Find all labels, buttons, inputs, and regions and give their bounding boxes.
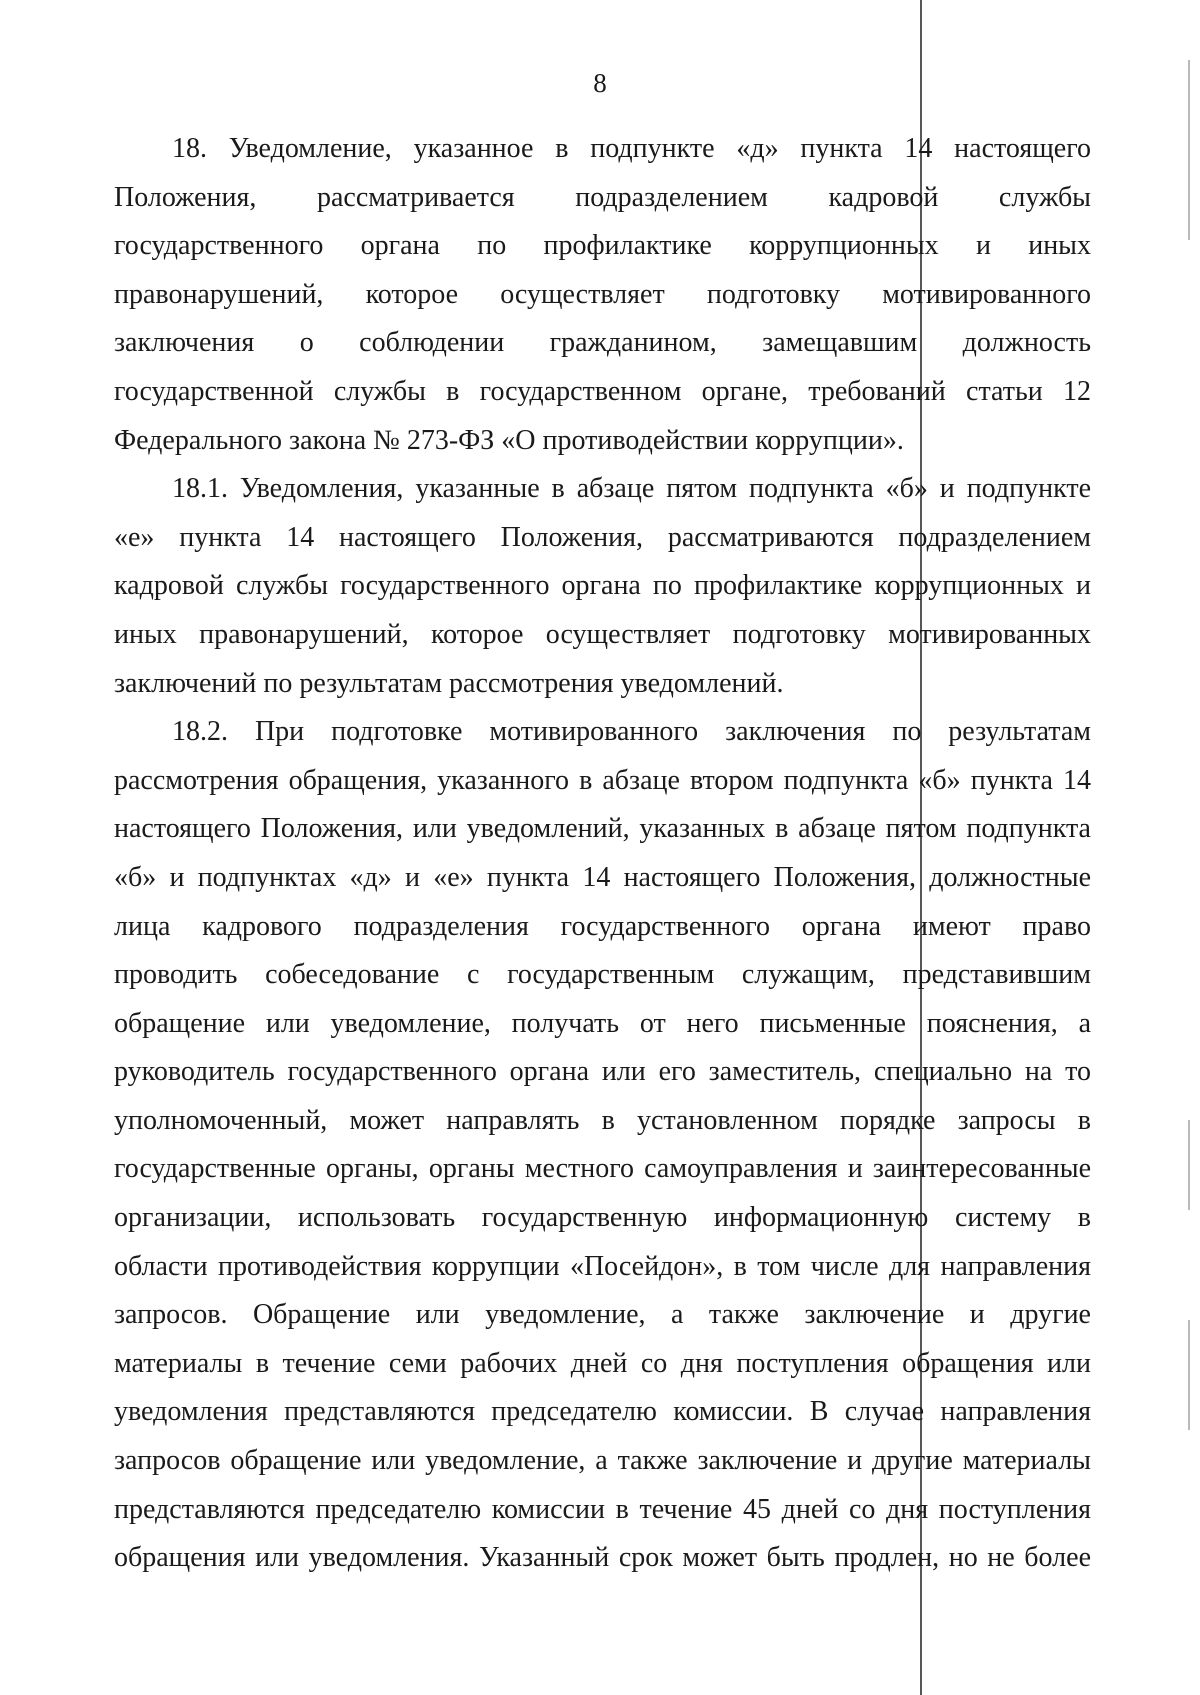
text-line: государственные органы, органы местного самоуправления и заинтересованные [114,1153,1091,1185]
paragraph-18-1 [114,465,1091,708]
text-line: правонарушений, которое осуществляет подготовку мотивированного [114,278,1091,310]
scan-edge-mark [1188,1320,1190,1430]
text-line: заключения о соблюдении гражданином, замещавшим должность [114,327,1091,359]
paragraph-18 [114,125,1091,465]
text-line: представляются председателю комиссии в течение 45 дней со дня поступления [114,1493,1091,1525]
text-line: Положения, рассматривается подразделением кадровой службы [114,181,1091,213]
text-line: кадровой службы государственного органа по профилактике коррупционных и [114,570,1091,602]
text-line: проводить собеседование с государственным служащим, представившим [114,959,1091,991]
text-line: заключений по результатам рассмотрения уведомлений. [114,667,784,699]
text-line: государственной службы в государственном органе, требований статьи 12 [114,375,1091,407]
page-number: 8 [593,68,607,98]
text-line: уполномоченный, может направлять в установленном порядке запросы в [114,1104,1091,1136]
document-body [114,125,1091,1583]
paragraph-18-2 [114,708,1091,1583]
text-line: «е» пункта 14 настоящего Положения, рассматриваются подразделением [114,521,1091,553]
text-line: 18. Уведомление, указанное в подпункте «д» пункта 14 настоящего [172,133,1091,164]
scan-edge-mark [1188,1120,1190,1210]
text-line: области противодействия коррупции «Посейдон», в том числе для направления [114,1250,1091,1282]
text-line: 18.1. Уведомления, указанные в абзаце пятом подпункта «б» и подпункте [172,473,1091,505]
text-line: рассмотрения обращения, указанного в абзаце втором подпункта «б» пункта 14 [114,764,1091,796]
text-line: уведомления представляются председателю комиссии. В случае направления [114,1396,1091,1428]
text-line: руководитель государственного органа или его заместитель, специально на то [114,1056,1091,1088]
text-line: «б» и подпунктах «д» и «е» пункта 14 настоящего Положения, должностные [114,861,1091,893]
text-line: запросов обращение или уведомление, а также заключение и другие материалы [114,1445,1091,1477]
text-line: материалы в течение семи рабочих дней со дня поступления обращения или [114,1347,1091,1379]
text-line: Федерального закона № 273-ФЗ «О противодействии коррупции». [114,424,904,456]
text-line: 18.2. При подготовке мотивированного заключения по результатам [172,716,1091,748]
text-line: государственного органа по профилактике коррупционных и иных [114,230,1091,262]
text-line: обращение или уведомление, получать от него письменные пояснения, а [114,1007,1091,1039]
text-line: лица кадрового подразделения государственного органа имеют право [114,910,1091,942]
text-line: запросов. Обращение или уведомление, а также заключение и другие [114,1299,1091,1331]
text-line: обращения или уведомления. Указанный срок может быть продлен, но не более [114,1542,1091,1574]
text-line: организации, использовать государственную информационную систему в [114,1202,1091,1234]
text-line: иных правонарушений, которое осуществляет подготовку мотивированных [114,618,1091,650]
text-line: настоящего Положения, или уведомлений, указанных в абзаце пятом подпункта [114,813,1091,845]
